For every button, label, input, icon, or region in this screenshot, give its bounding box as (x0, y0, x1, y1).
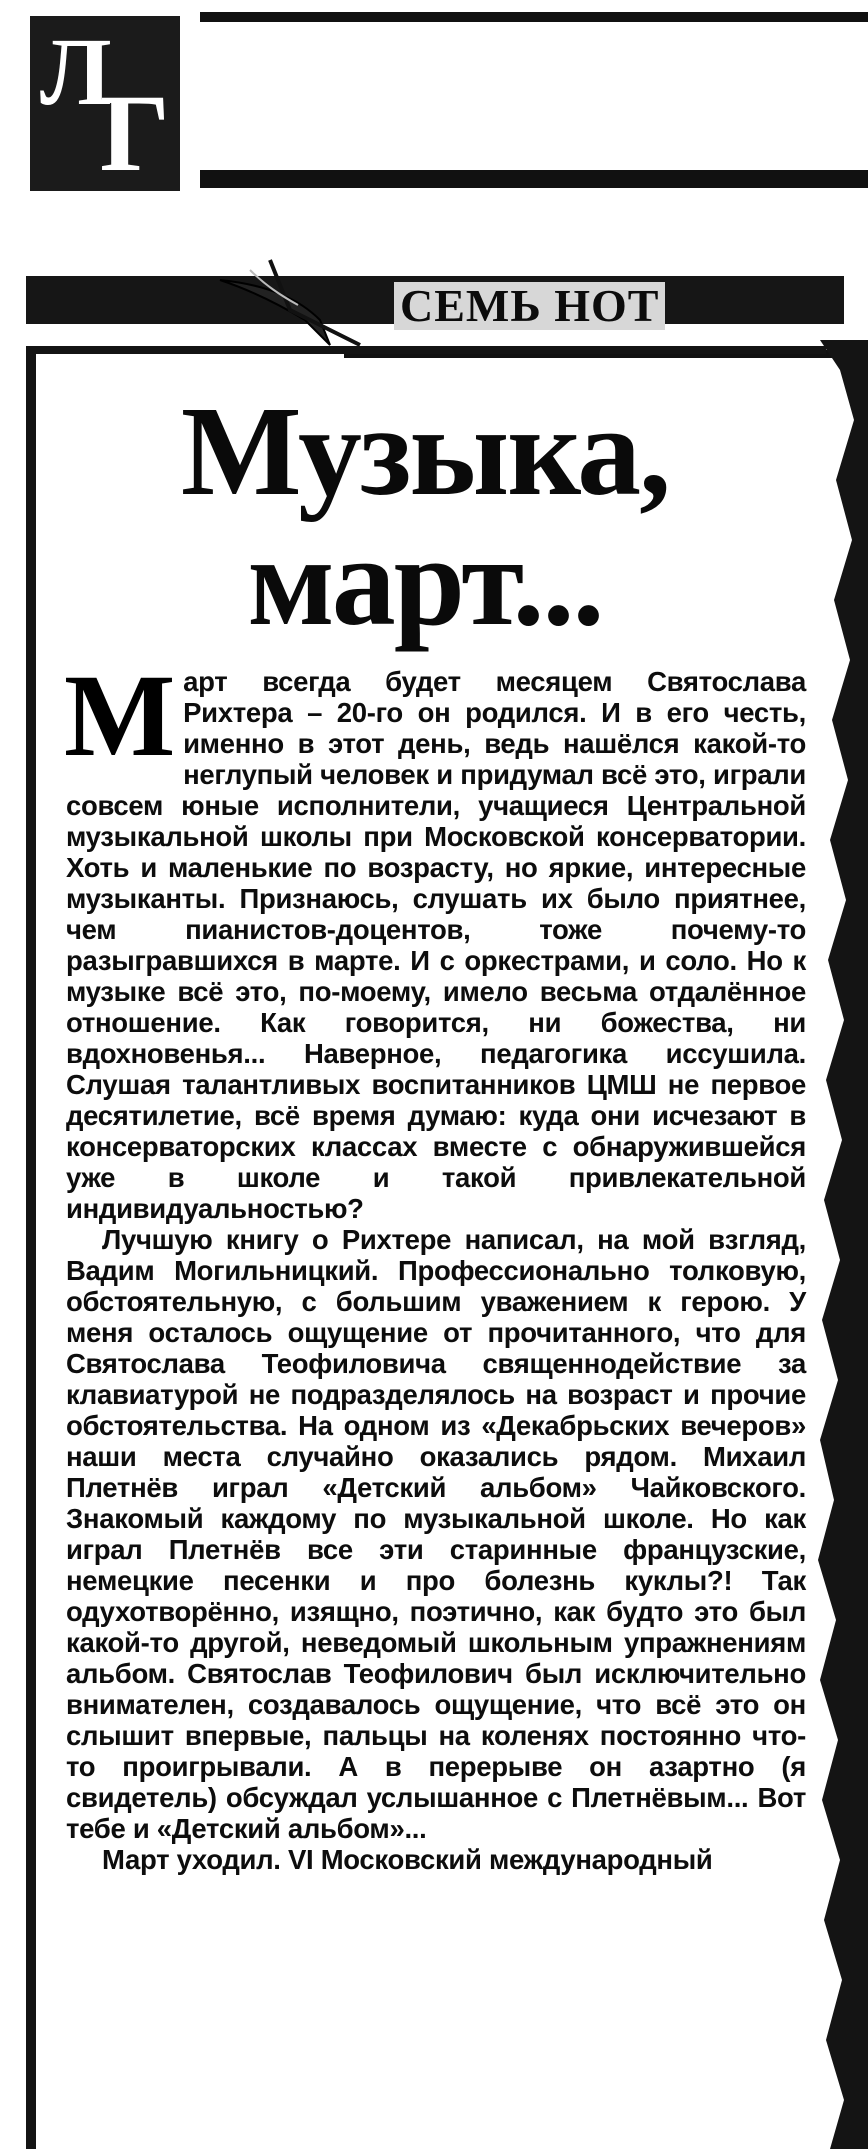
section-title: СЕМЬ НОТ (394, 282, 665, 330)
logo-letter-l: Л (40, 18, 112, 125)
quill-pen-icon (210, 250, 370, 350)
masthead-rule-top (200, 12, 868, 22)
article-headline: Музыка, март... (180, 380, 670, 652)
article-paragraph-3: Март уходил. VI Московский международный (102, 1844, 713, 1875)
masthead-rule-bottom (200, 170, 868, 188)
logo-letter-g: Г (100, 72, 170, 191)
paragraph-1-text: арт всегда будет месяцем Святослава Рихтера – 20-го он родился. И в его честь, именно в этот день, ведь нашёлся какой-то неглупый человек и придумал всё это, играли совсем юные исполнители, учащиеся Центральной музыкальной школы при Московской консерватории. Хоть и маленькие по возрасту, но яркие, интересные музыканты. Признаюсь, слушать их было приятнее, чем пианистов-доцентов, тоже почему-то разыгравшихся в марте. И с оркестрами, и соло. Но к музыке всё это, по-моему, имело весьма отдалённое отношение. Как говорится, ни божества, ни вдохновенья... Наверное, педагогика иссушила. Слушая талантливых воспитанников ЦМШ не первое десятилетие, всё время думаю: куда они исчезают в консерваторских классах вместе с обнаружившейся уже в школе и такой привлекательной индивидуальностью? (66, 666, 806, 1224)
article-paragraph-2: Лучшую книгу о Рихтере написал, на мой взгляд, Вадим Могильницкий. Профессионально толковую, обстоятельную, с большим уважением к герою. У меня осталось ощущение от прочитанного, что для Святослава Теофиловича священнодействие за клавиатурой не подразделялось на возраст и прочие обстоятельства. На одном из «Декабрьских вечеров» наши места случайно оказались рядом. Михаил Плетнёв играл «Детский альбом» Чайковского. Знакомый каждому по музыкальной школе. Но как играл Плетнёв все эти старинные французские, немецкие песенки и про болезнь куклы?! Так одухотворённо, изящно, поэтично, как будто это был какой-то другой, неведомый школьным упражнениям альбом. Святослав Теофилович был исключительно внимателен, создавалось ощущение, что всё это он слышит впервые, пальцы на коленях постоянно что-то проигрывали. А в перерыве он азартно (я свидетель) обсуждал услышанное с Плетнёвым... Вот тебе и «Детский альбом»... (66, 1224, 806, 1844)
drop-cap: М (64, 650, 176, 781)
torn-edge-decoration (800, 340, 868, 2149)
article-paragraph-1 (64, 650, 806, 1224)
article-body (64, 650, 806, 1875)
newspaper-logo (30, 16, 180, 191)
